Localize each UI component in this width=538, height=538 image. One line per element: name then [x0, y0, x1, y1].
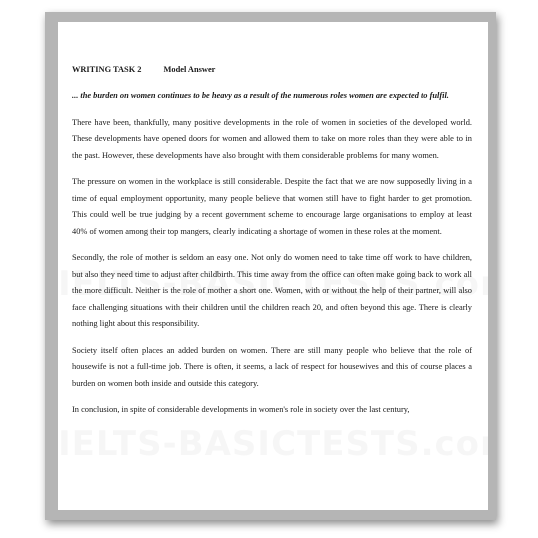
document-page	[58, 22, 488, 510]
paragraph-conclusion: In conclusion, in spite of considerable developments in women's role in society over the last century,	[72, 405, 410, 414]
model-answer-label: Model Answer	[163, 65, 216, 74]
watermark	[58, 424, 488, 464]
paragraph-society: Society itself often places an added burden on women. There are still many people who believe that the role of housewife is not a full-time job. There is often, it seems, a lack of respect for housewives and this of course places a burden on women both inside and outside this category.	[72, 345, 472, 388]
document-content	[72, 64, 472, 419]
paragraph-workplace: The pressure on women in the workplace is still considerable. Despite the fact that we are now supposedly living in a time of equal employment opportunity, many people believe that women still have to fight harder to get promotion. This could well be true judging by a recent government scheme to encourage large organisations to employ at least 40% of women among their top mangers, clearly indicating a shortage of women in these roles at the moment.	[72, 177, 472, 236]
paragraph-intro: There have been, thankfully, many positive developments in the role of women in societies of the developed world. These developments have opened doors for women and allowed them to take on more roles than they were able to in the past. However, these developments have also brought with them considerable problems for many women.	[72, 117, 472, 160]
task-heading: WRITING TASK 2	[72, 65, 142, 74]
task-prompt: ... the burden on women continues to be heavy as a result of the numerous roles women are expected to fulfil.	[72, 91, 449, 100]
paragraph-motherhood: Secondly, the role of mother is seldom an easy one. Not only do women need to take time off work to have children, but also they need time to adjust after childbirth. This time away from the office can often make going back to work all the more difficult. Neither is the role of mother a short one. Women, with or without the help of their partner, will also face challenging situations with their children until the children reach 20, and often beyond this age. There is clearly nothing light about this responsibility.	[72, 253, 472, 328]
document-frame	[45, 12, 496, 520]
document-header	[72, 64, 472, 75]
